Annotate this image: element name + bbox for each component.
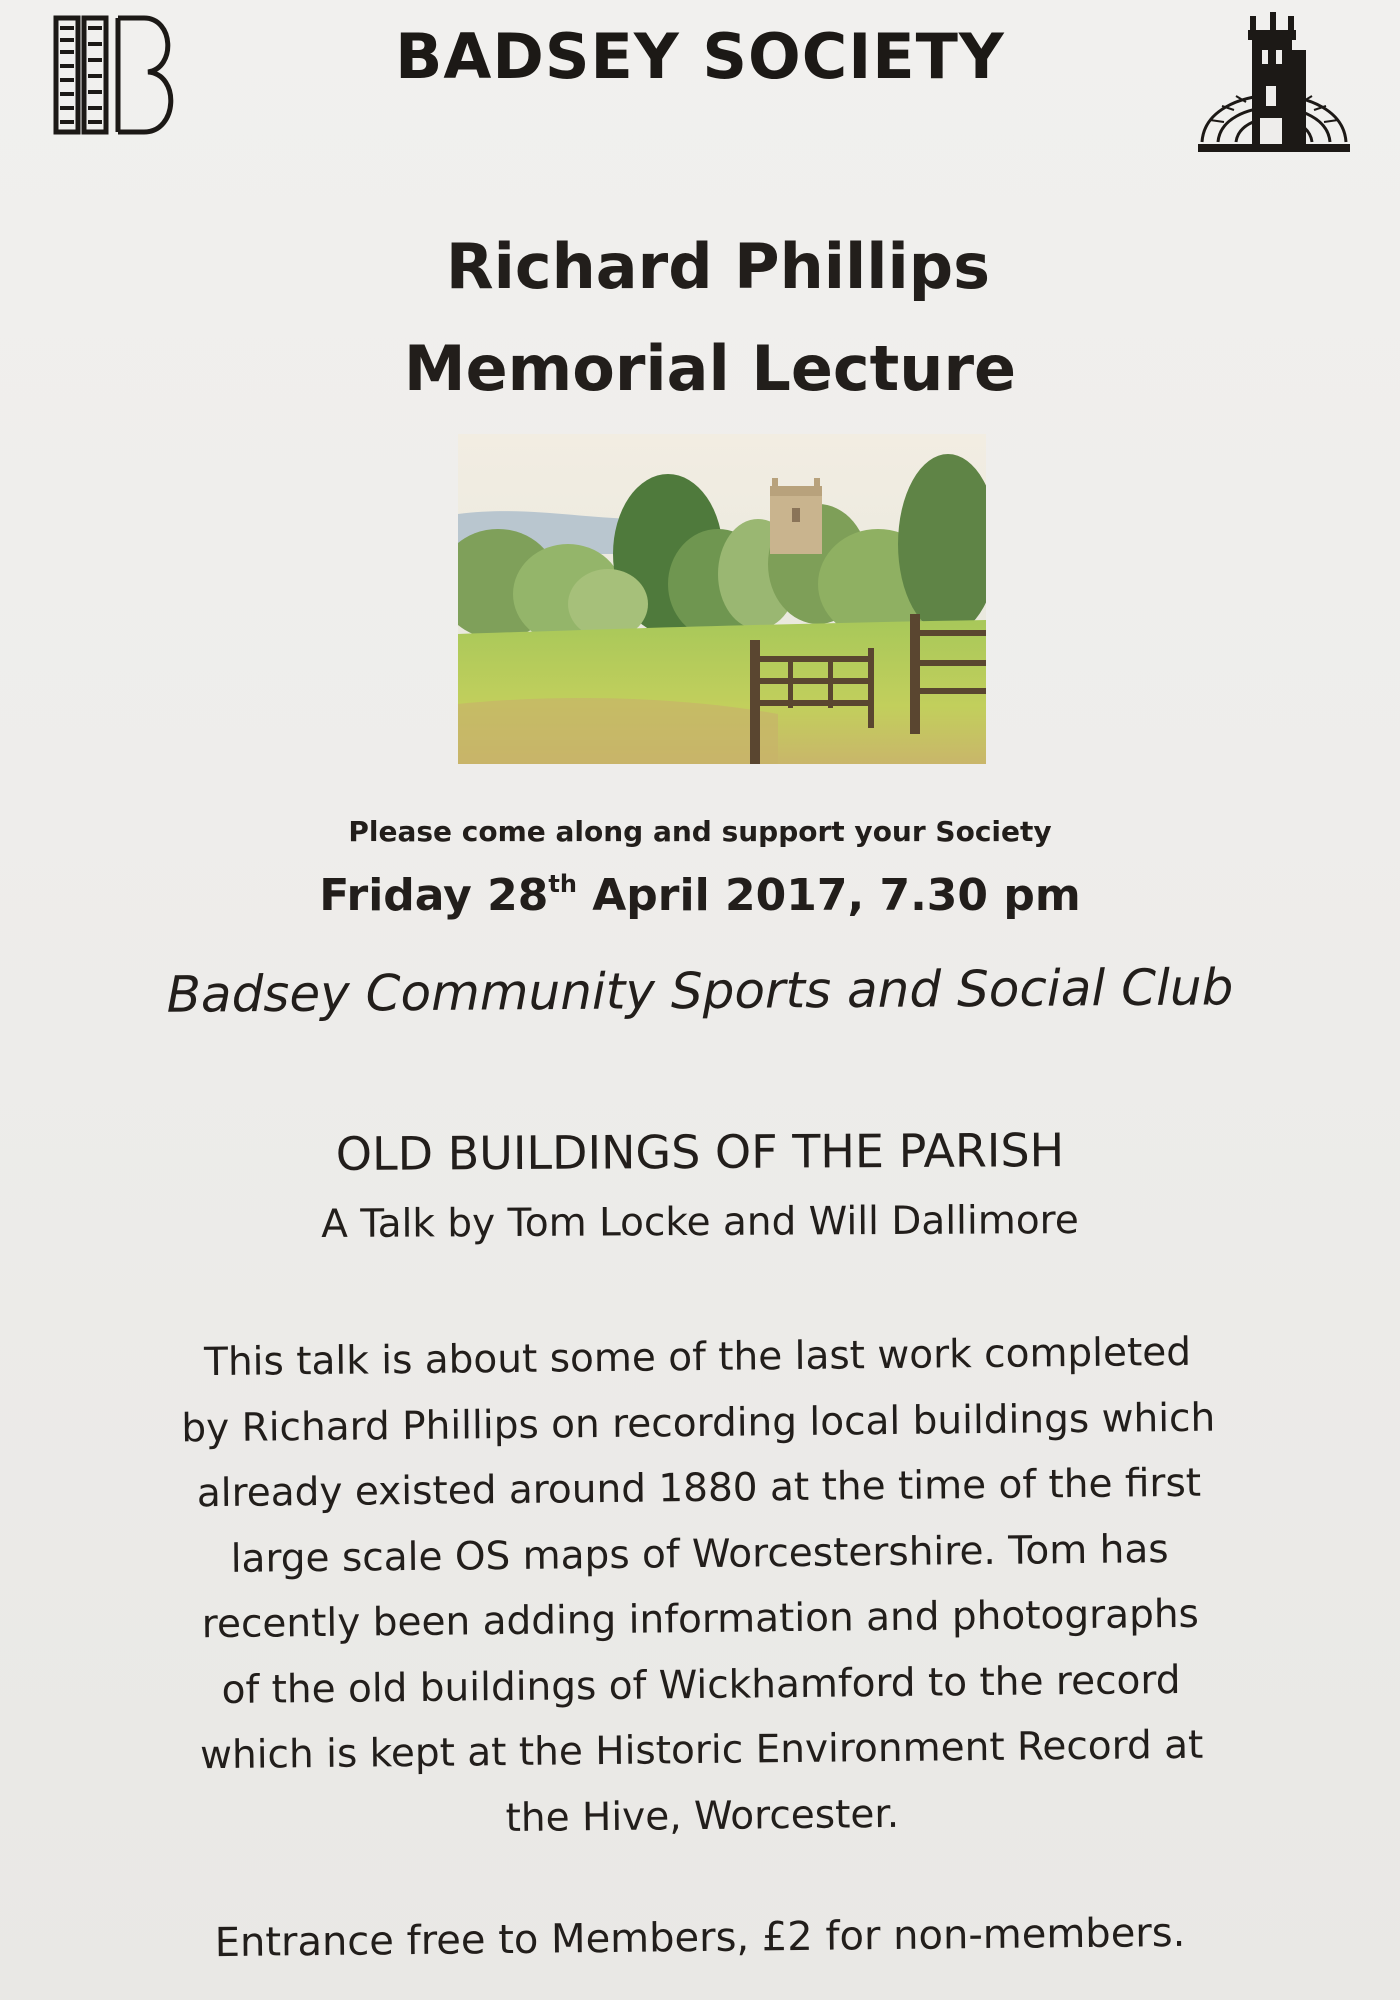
talk-description bbox=[147, 1319, 1252, 1854]
description-line: of the old buildings of Wickhamford to the record bbox=[221, 1657, 1181, 1713]
talk-title: OLD BUILDINGS OF THE PARISH bbox=[335, 1123, 1065, 1181]
church-emblem-icon bbox=[1196, 10, 1352, 162]
talk-speakers: A Talk by Tom Locke and Will Dallimore bbox=[321, 1198, 1079, 1247]
entrance-fee: Entrance free to Members, £2 for non-members. bbox=[214, 1909, 1186, 1967]
date-rest: April 2017, 7.30 pm bbox=[576, 870, 1081, 921]
lecture-title-line-2: Memorial Lecture bbox=[403, 332, 1017, 405]
description-line: which is kept at the Historic Environment Record at bbox=[199, 1722, 1204, 1779]
description-line: already existed around 1880 at the time of the first bbox=[196, 1460, 1202, 1517]
venue: Badsey Community Sports and Social Club bbox=[166, 958, 1234, 1024]
date-suffix: th bbox=[548, 870, 577, 898]
invite-text: Please come along and support your Society bbox=[348, 815, 1052, 848]
description-line: large scale OS maps of Worcestershire. Tom has bbox=[230, 1526, 1169, 1582]
landscape-painting bbox=[458, 434, 986, 764]
date-day: Friday 28 bbox=[319, 870, 549, 921]
description-line: the Hive, Worcester. bbox=[505, 1791, 900, 1841]
description-line: recently been adding information and photographs bbox=[201, 1591, 1200, 1648]
lecture-title-line-1: Richard Phillips bbox=[445, 230, 991, 303]
description-line: This talk is about some of the last work completed bbox=[203, 1329, 1192, 1386]
event-date bbox=[0, 870, 1400, 921]
society-title: BADSEY SOCIETY bbox=[395, 20, 1005, 93]
description-line: by Richard Phillips on recording local buildings which bbox=[181, 1395, 1216, 1451]
